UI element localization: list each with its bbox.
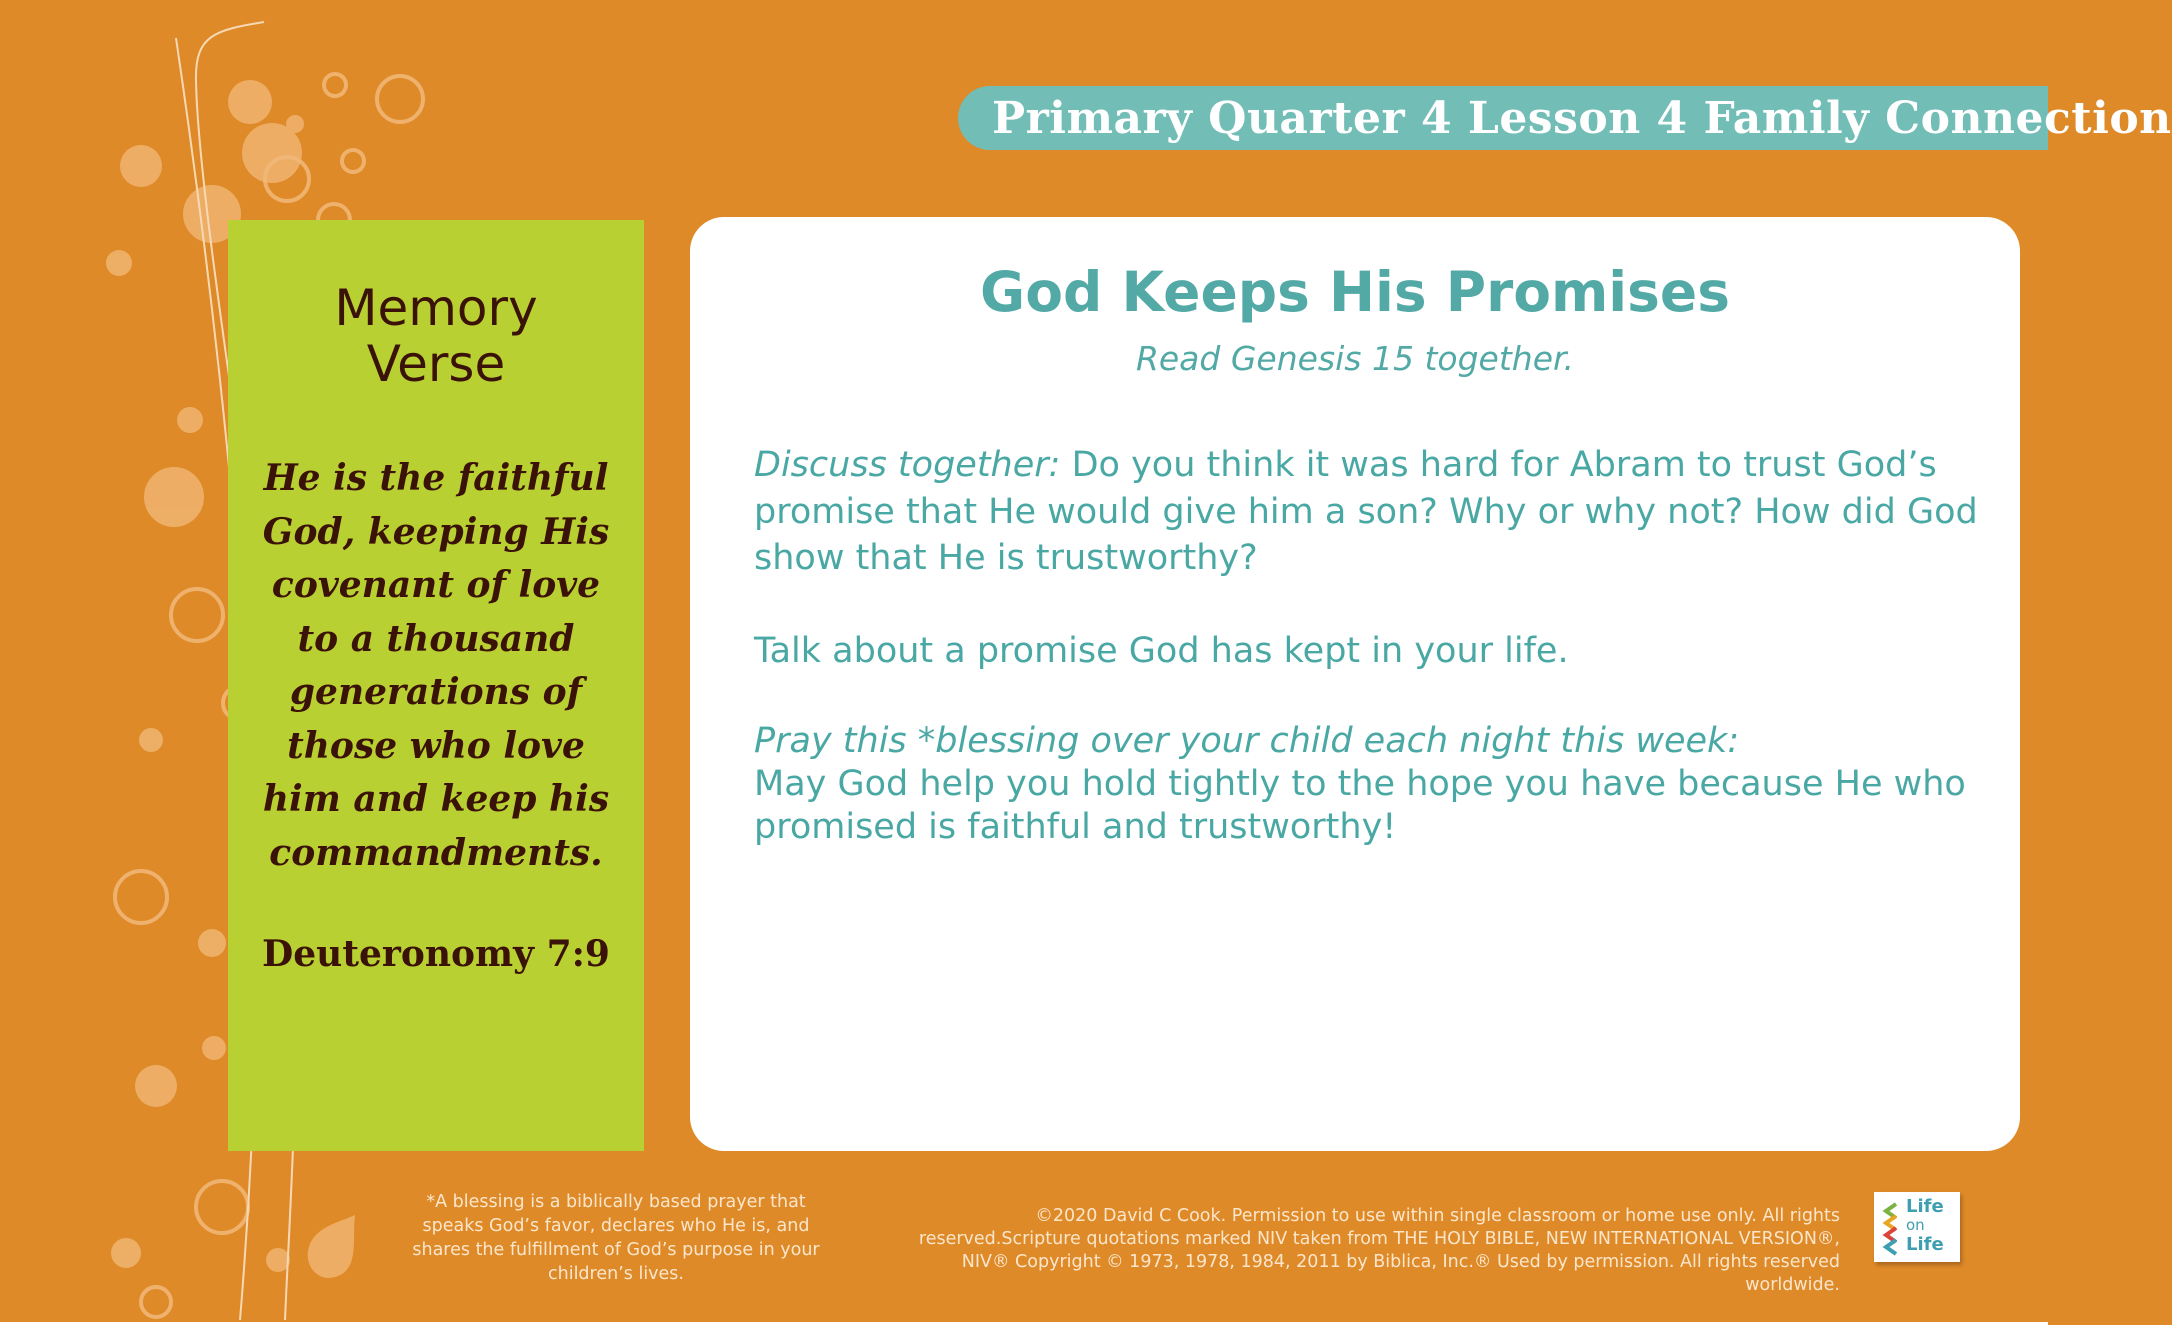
lesson-banner [958, 86, 2172, 150]
prayer-paragraph [754, 720, 1994, 849]
life-on-life-logo [1874, 1192, 1960, 1262]
verse-line: generations of [289, 671, 583, 713]
logo-chevron-icon [1880, 1202, 1902, 1254]
logo-line2: on [1906, 1216, 1925, 1234]
memory-verse-heading [228, 280, 644, 392]
verse-line: him and keep his [262, 778, 610, 820]
copyright-notice: ©2020 David C Cook. Permission to use within single classroom or home use only. All rights reserved.Scripture quotations marked NIV taken from THE HOLY BIBLE, NEW INTERNATIONAL VERSION®, NIV® Copyright © 1973, 1978, 1984, 2011 by Biblica, Inc.® Used by permission. All rights reserved worldwide. [918, 1206, 1840, 1295]
discuss-paragraph [754, 442, 1994, 582]
verse-reference: Deuteronomy 7:9 [262, 933, 610, 975]
blessing-footnote: *A blessing is a biblically based prayer that speaks God’s favor, declares who He is, and shares the fulfillment of God’s purpose in your children’s lives. [412, 1192, 820, 1284]
lesson-subtitle: Read Genesis 15 together. [1135, 339, 1575, 378]
verse-line: He is the faithful [263, 457, 609, 499]
verse-line: commandments. [269, 831, 603, 874]
discuss-text: Do you think it was hard for Abram to trust God’s promise that He would give him a son? Why or why not? How did God show that He is trustworthy? [754, 445, 1978, 578]
lesson-title: God Keeps His Promises [980, 260, 1730, 324]
logo-line3: Life [1906, 1234, 1944, 1255]
pray-text: May God help you hold tightly to the hope you have because He who promised is faithful and trustworthy! [754, 764, 1966, 847]
lesson-card [690, 217, 2020, 1151]
banner-title: Primary Quarter 4 Lesson 4 Family Connection [992, 92, 2172, 144]
pray-label: Pray this *blessing over your child each night this week: [754, 721, 1740, 761]
memory-verse-heading-line2: Verse [366, 335, 506, 393]
logo-wordmark [1906, 1197, 1960, 1254]
lesson-body [754, 442, 1994, 895]
discuss-label: Discuss together: [754, 445, 1061, 485]
logo-line1: Life [1906, 1196, 1944, 1217]
memory-verse-panel [228, 220, 644, 1151]
verse-line: God, keeping His [262, 510, 610, 553]
verse-line: to a thousand [297, 617, 575, 660]
memory-verse-heading-line1: Memory [334, 279, 538, 337]
memory-verse-text [248, 452, 624, 880]
verse-line: covenant of love [271, 564, 601, 606]
verse-line: those who love [287, 724, 585, 767]
talk-paragraph: Talk about a promise God has kept in your life. [754, 630, 1569, 671]
